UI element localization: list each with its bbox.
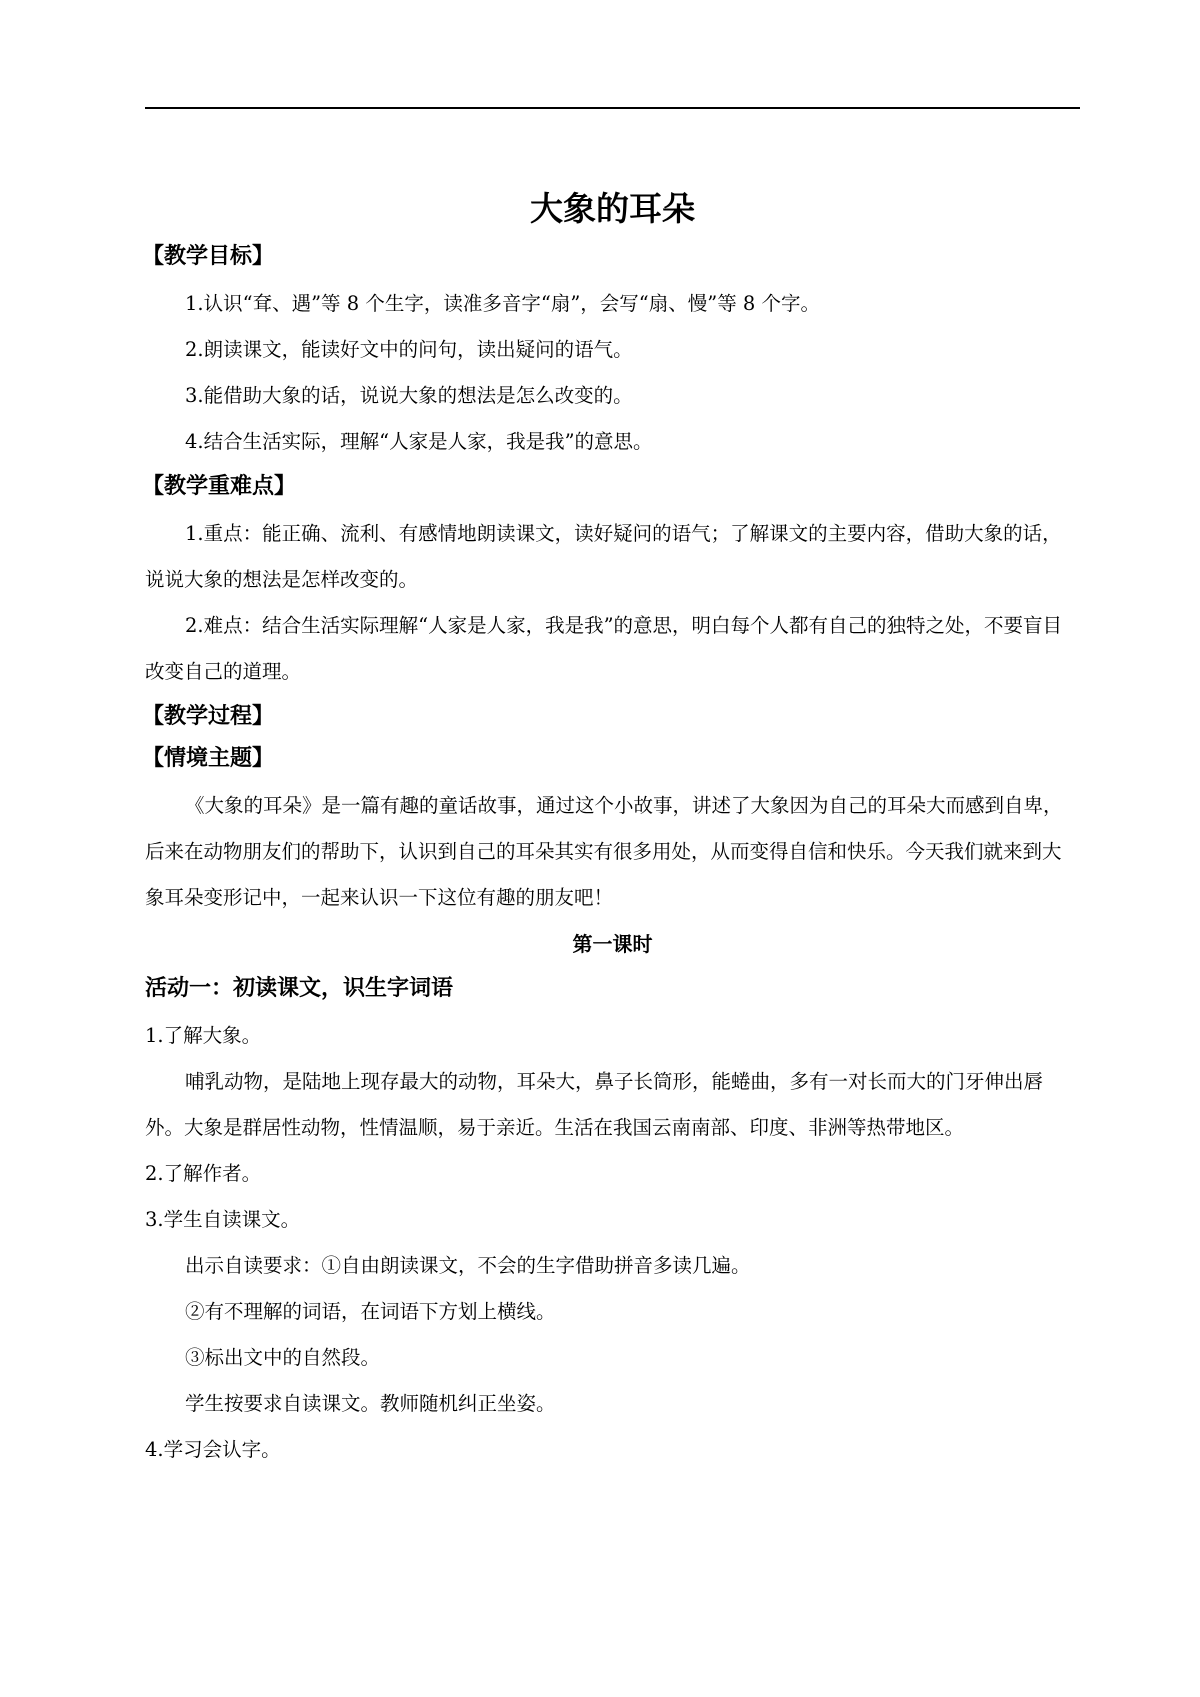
step-item: 2.了解作者。 xyxy=(145,1162,262,1185)
key-point-item: 2.难点：结合生活实际理解“人家是人家，我是我”的意思，明白每个人都有自己的独特之处，不要盲目改变自己的道理。 xyxy=(145,614,1063,683)
reading-requirement: 出示自读要求：①自由朗读课文，不会的生字借助拼音多读几遍。 xyxy=(185,1254,751,1277)
key-point-item: 1.重点：能正确、流利、有感情地朗读课文，读好疑问的语气；了解课文的主要内容，借助大象的话，说说大象的想法是怎样改变的。 xyxy=(145,522,1062,591)
goal-item: 1.认识“耷、遇”等 8 个生字，读准多音字“扇”，会写“扇、慢”等 8 个字。 xyxy=(185,292,821,315)
step-item: 3.学生自读课文。 xyxy=(145,1208,301,1231)
reading-requirement: 学生按要求自读课文。教师随机纠正坐姿。 xyxy=(185,1392,556,1415)
key-points-heading: 【教学重难点】 xyxy=(142,474,297,499)
process-heading: 【教学过程】 xyxy=(142,704,275,729)
scenario-paragraph: 《大象的耳朵》是一篇有趣的童话故事，通过这个小故事，讲述了大象因为自己的耳朵大而感到自卑，后来在动物朋友们的帮助下，认识到自己的耳朵其实有很多用处，从而变得自信和快乐。今天我们就来到大象耳朵变形记中，一起来认识一下这位有趣的朋友吧！ xyxy=(145,794,1063,909)
header-rule xyxy=(145,107,1080,109)
reading-requirement: ③标出文中的自然段。 xyxy=(185,1346,381,1369)
elephant-description: 哺乳动物，是陆地上现存最大的动物，耳朵大，鼻子长筒形，能蜷曲，多有一对长而大的门牙伸出唇外。大象是群居性动物，性情温顺，易于亲近。生活在我国云南南部、印度、非洲等热带地区。 xyxy=(145,1070,1044,1139)
document-body xyxy=(142,185,1080,1473)
goals-heading: 【教学目标】 xyxy=(142,244,275,269)
step-item: 4.学习会认字。 xyxy=(145,1438,281,1461)
goal-item: 4.结合生活实际，理解“人家是人家，我是我”的意思。 xyxy=(185,430,653,453)
page-title: 大象的耳朵 xyxy=(530,189,695,228)
goal-item: 2.朗读课文，能读好文中的问句，读出疑问的语气。 xyxy=(185,338,633,361)
scenario-heading: 【情境主题】 xyxy=(142,746,275,771)
reading-requirement: ②有不理解的词语，在词语下方划上横线。 xyxy=(185,1300,556,1323)
activity-heading: 活动一：初读课文，识生字词语 xyxy=(145,976,454,1001)
lesson-label: 第一课时 xyxy=(572,932,653,956)
goal-item: 3.能借助大象的话，说说大象的想法是怎么改变的。 xyxy=(185,384,633,407)
step-item: 1.了解大象。 xyxy=(145,1024,262,1047)
